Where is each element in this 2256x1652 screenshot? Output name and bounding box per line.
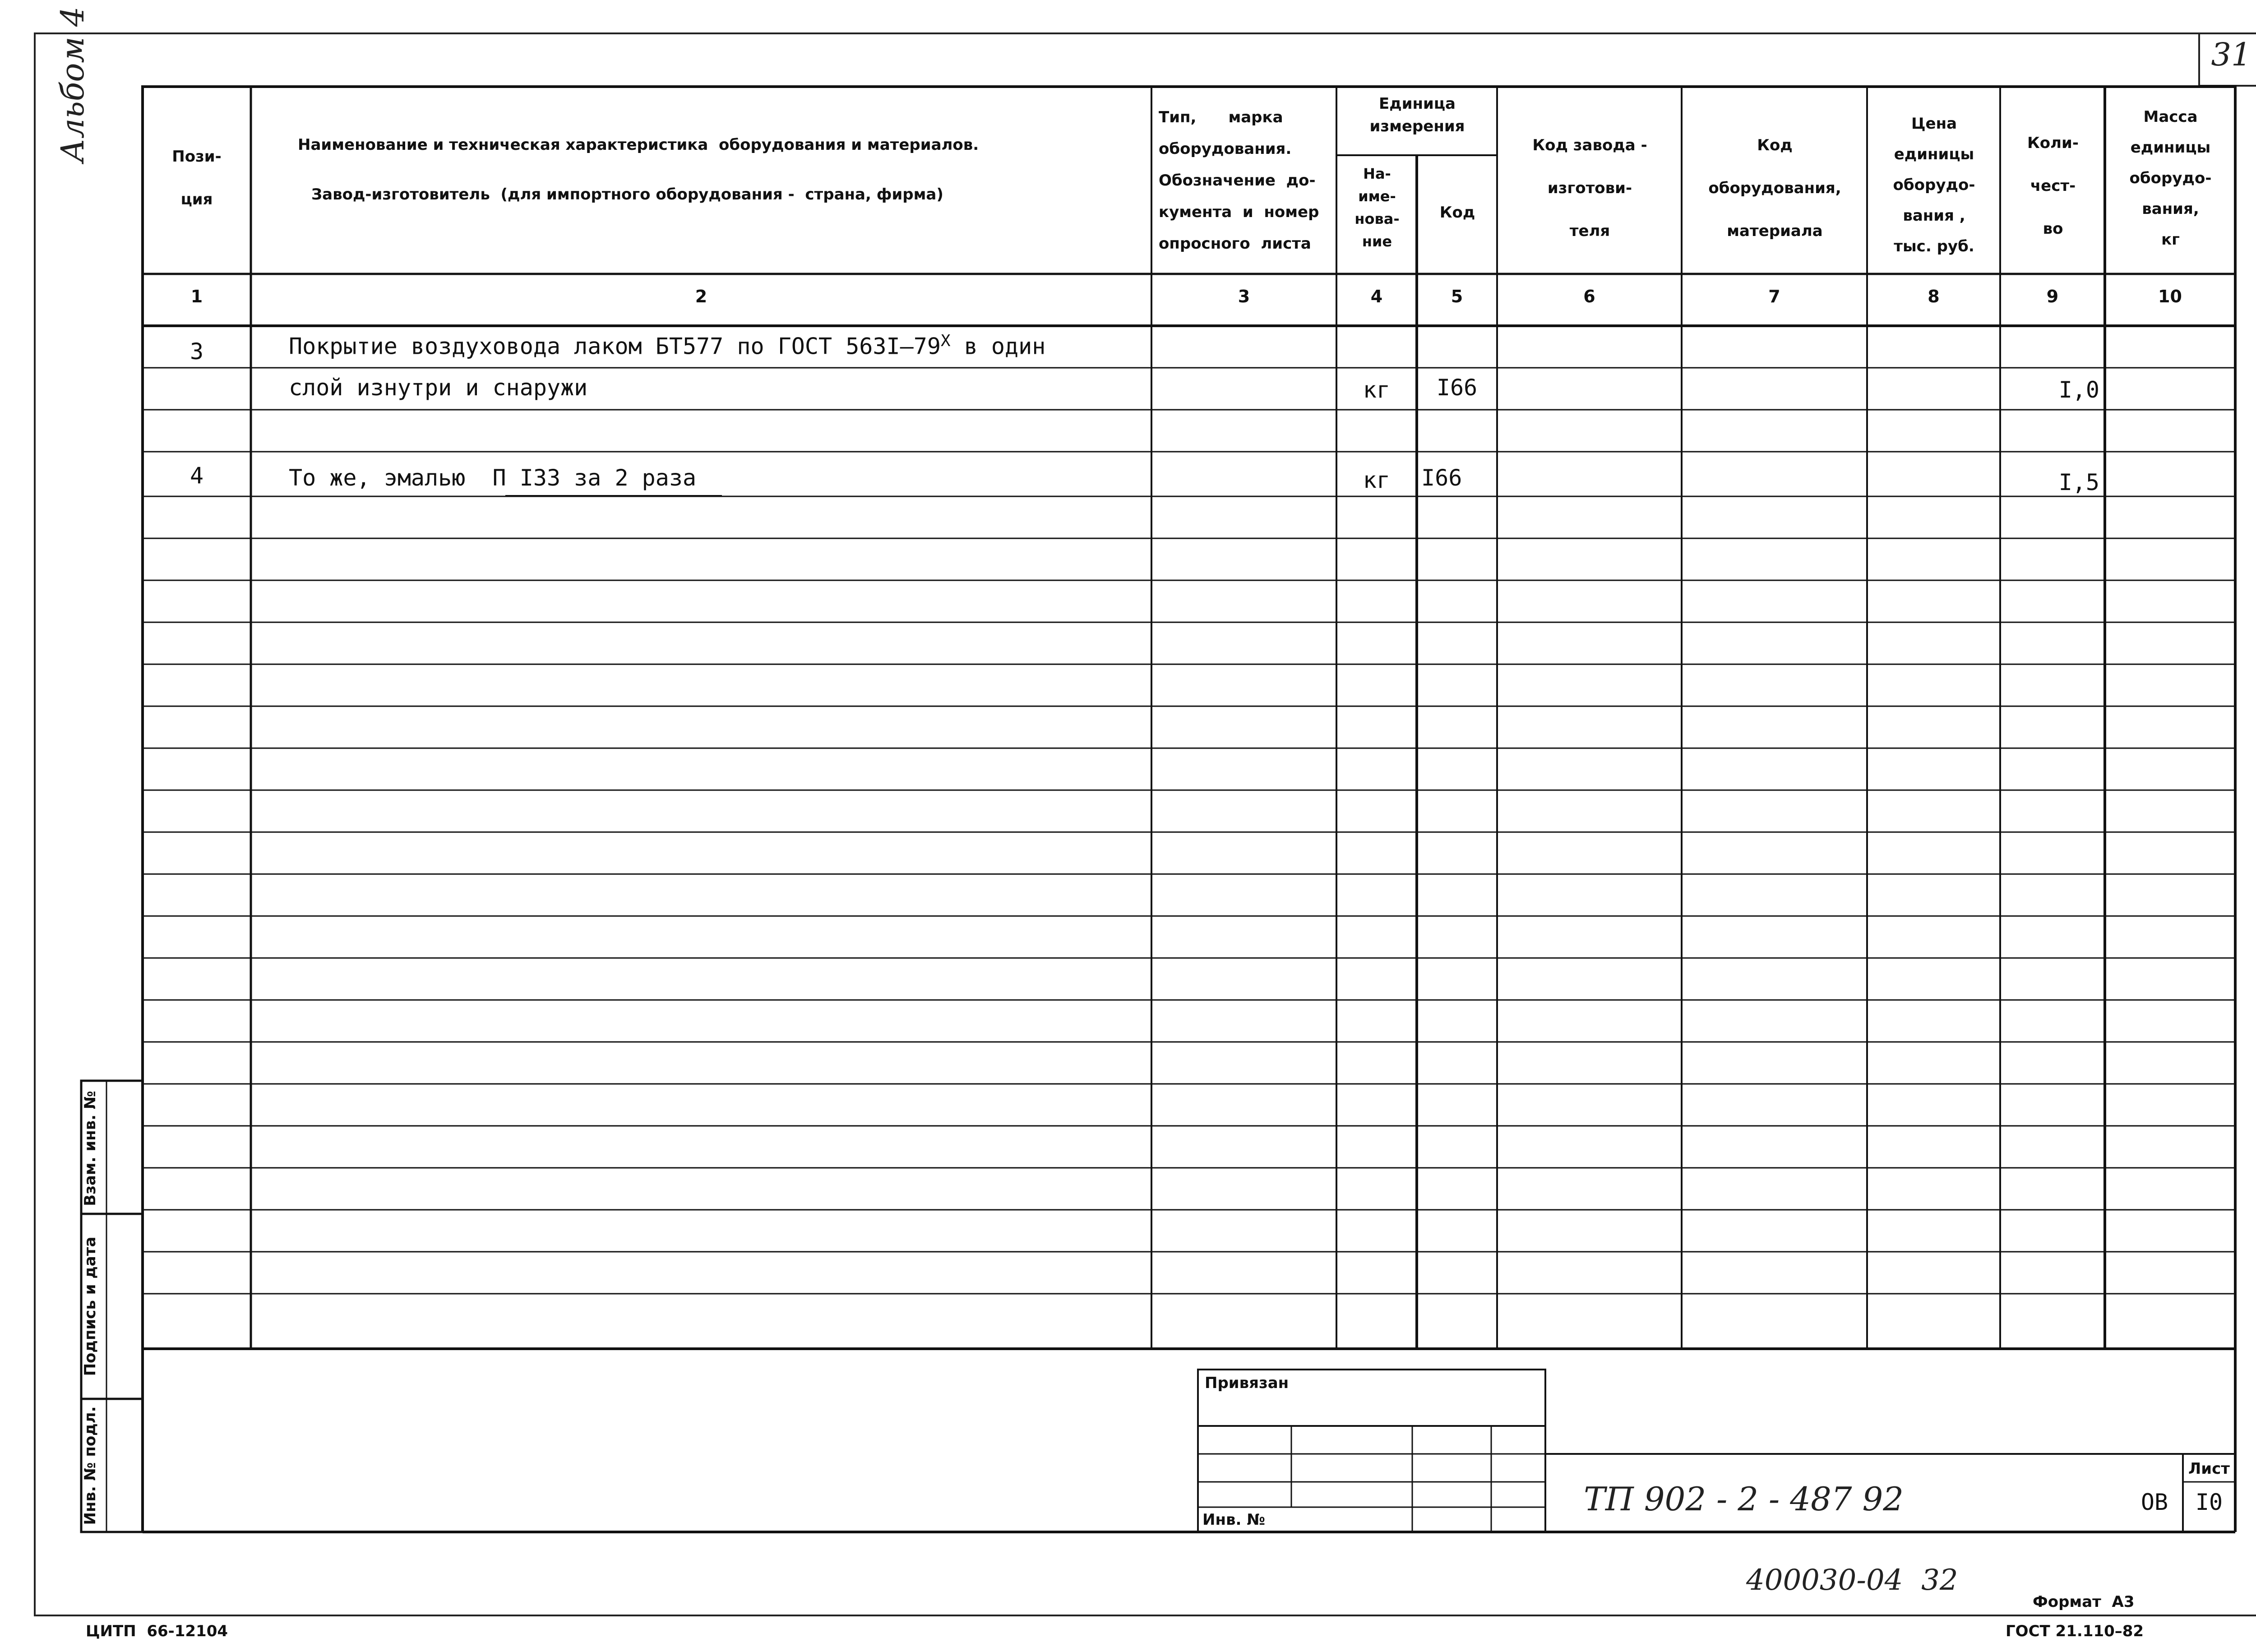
colnum-10: 10 <box>2158 287 2182 306</box>
colnum-1: 1 <box>190 287 203 306</box>
table-row-4-name: То же, эмалью П I33 за 2 раза <box>289 465 697 491</box>
table-row-2-name: слой изнутри и снаружи <box>289 375 588 401</box>
table-row-1-name <box>289 332 1146 360</box>
colnum-6: 6 <box>1583 287 1595 306</box>
table-row-4-underline <box>505 495 722 497</box>
table-row-1-name-text: Покрытие воздуховода лаком БТ577 по ГОСТ 563I–79 <box>289 333 941 360</box>
table-row-4-quantity: I,5 <box>2058 469 2099 495</box>
top-sheet-number: 31 <box>2211 36 2251 73</box>
title-block-sheet-label: Лист <box>2188 1460 2230 1478</box>
header-unit-code: Код <box>1439 204 1475 222</box>
header-name-line1: Наименование и техническая характеристика оборудования и материалов. <box>298 136 979 154</box>
table-row-1-name-tail: в один <box>950 333 1046 360</box>
table-row-4-unit: кг <box>1363 467 1391 493</box>
header-unit-mass: Масса единицы оборудо- вания, кг <box>2129 108 2212 249</box>
table-row-2-code: I66 <box>1436 375 1478 401</box>
colnum-3: 3 <box>1238 287 1250 306</box>
header-equipment-code: Код оборудования, материала <box>1708 136 1841 240</box>
title-block-doc-code: ТП 902 - 2 - 487 92 <box>1584 1480 1904 1518</box>
colnum-5: 5 <box>1451 287 1463 306</box>
footer-gost: ГОСТ 21.110–82 <box>2006 1622 2144 1640</box>
colnum-8: 8 <box>1928 287 1940 306</box>
header-unit-name: На- име- нова- ние <box>1355 165 1400 250</box>
stamp-inv-podl: Инв. № подл. <box>81 1406 99 1525</box>
footer-handwritten-code: 400030-04 32 <box>1746 1564 1958 1597</box>
table-row-4-position: 4 <box>190 463 204 489</box>
title-block-sheet-value: I0 <box>2195 1489 2223 1515</box>
colnum-7: 7 <box>1768 287 1780 306</box>
header-unit-group: Единица измерения <box>1369 95 1465 135</box>
title-block-inv-no: Инв. № <box>1202 1511 1266 1529</box>
colnum-4: 4 <box>1370 287 1383 306</box>
album-label: Альбом 4 <box>54 6 91 162</box>
stamp-vzam-inv: Взам. инв. № <box>81 1091 99 1206</box>
table-row-4-code: I66 <box>1421 465 1462 491</box>
header-unit-price: Цена единицы оборудо- вания , тыс. руб. <box>1893 115 1975 255</box>
title-block-section: ОВ <box>2140 1489 2168 1515</box>
header-position: Пози- ция <box>172 148 222 208</box>
header-factory-code: Код завода - изготови- теля <box>1532 136 1647 240</box>
footer-ctp: ЦИТП 66-12104 <box>86 1622 228 1640</box>
colnum-2: 2 <box>695 287 707 306</box>
stamp-podpis-data: Подпись и дата <box>81 1236 99 1376</box>
header-quantity: Коли- чест- во <box>2027 134 2079 238</box>
colnum-9: 9 <box>2046 287 2059 306</box>
table-row-2-quantity: I,0 <box>2058 377 2099 403</box>
title-block-privyazan: Привязан <box>1205 1374 1289 1392</box>
header-type-mark: Тип, марка оборудования. Обозначение до- кумента и номер опросного листа <box>1159 108 1319 253</box>
footer-format: Формат А3 <box>2033 1593 2135 1611</box>
table-row-1-name-superscript: Х <box>940 332 951 350</box>
table-row-2-unit: кг <box>1363 377 1391 403</box>
header-name-line2: Завод-изготовитель (для импортного оборудования - страна, фирма) <box>311 185 943 204</box>
table-row-1-position: 3 <box>190 338 204 365</box>
